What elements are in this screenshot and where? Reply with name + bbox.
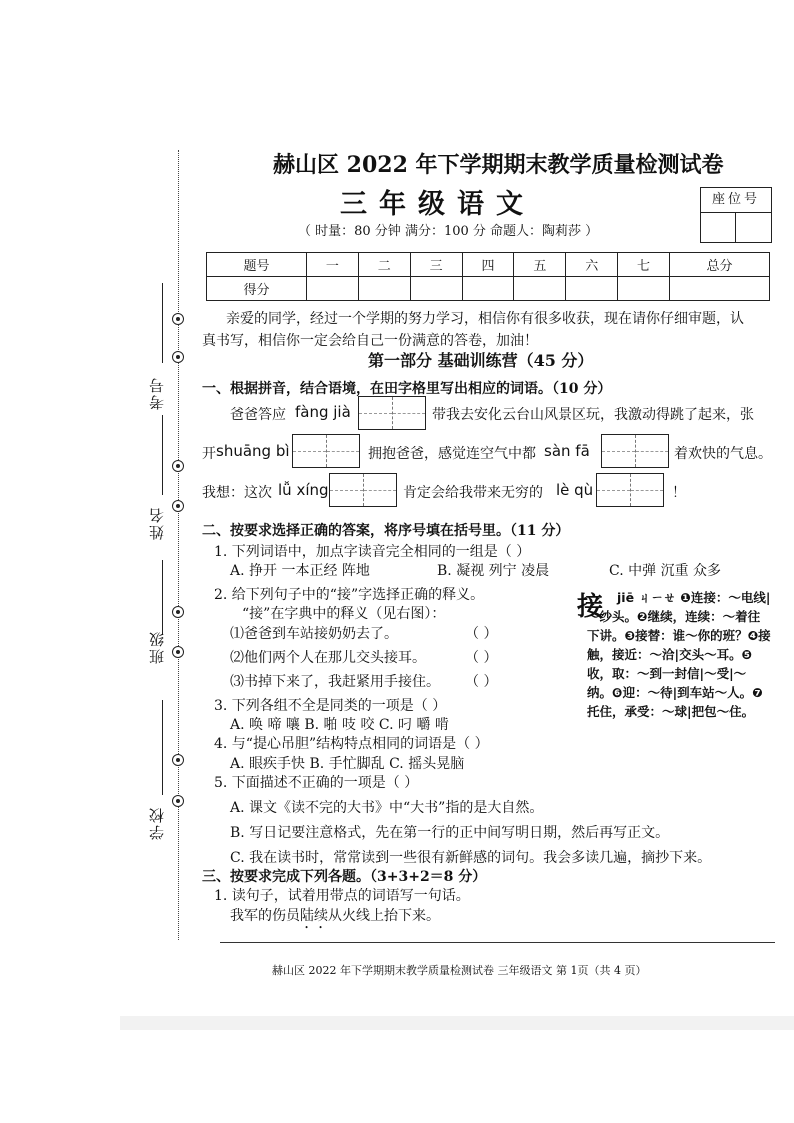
score-cell[interactable] (618, 277, 670, 301)
score-table-header: 五 (514, 253, 566, 277)
pinyin: sàn fā (544, 442, 590, 460)
answer-paren[interactable]: （ ） (465, 626, 498, 642)
q2-item-2-3: ⑶书掉下来了，我赶紧用手接住。 (230, 674, 440, 690)
name-label: 姓名 (148, 506, 166, 540)
exam-meta: （ 时量：80 分钟 满分：100 分 命题人：陶莉莎 ） (298, 224, 599, 239)
q3-title: 三、按要求完成下列各题。（3+3+2＝8 分） (202, 869, 487, 885)
q2-option-b: B. 凝视 列宁 凌晨 (437, 563, 550, 579)
score-row-label: 得分 (207, 277, 307, 301)
score-table-header: 二 (358, 253, 410, 277)
q3-sentence-part: 从火线上抬下来。 (328, 908, 440, 924)
binding-hole (172, 500, 184, 512)
q2-item-4-options: A. 眼疾手快 B. 手忙脚乱 C. 摇头晃脑 (230, 756, 465, 772)
pinyin: shuāng bì (216, 442, 290, 460)
score-table-header: 四 (462, 253, 514, 277)
score-table-header: 题号 (207, 253, 307, 277)
exam-no-label: 考号 (148, 376, 166, 410)
q1-text: 着欢快的气息。 (674, 446, 772, 462)
q3-sentence (230, 905, 440, 932)
dictionary-entry: jiē ㄐㄧㄝ ❶连接：～电线|～纱头。❷继续，连续：～着往下讲。❸接替：谁～你的班？❹接触，接近：～洽|交头～耳。❺收，取：～到一封信|～受|～纳。❻迎：～待|到车站～人。❼托住，承受：～球|把包～住。 (587, 590, 771, 719)
class-line (162, 560, 163, 635)
score-cell[interactable] (410, 277, 462, 301)
q1-text: 爸爸答应 (230, 407, 286, 423)
binding-hole (172, 460, 184, 472)
footer-divider (220, 942, 775, 943)
q1-text: 拥抱爸爸，感觉连空气中都 (368, 446, 536, 462)
q3-item-1: 1. 读句子，试着用带点的词语写一句话。 (214, 888, 470, 904)
dictionary-character: 接 (577, 592, 604, 622)
score-table-header: 六 (566, 253, 618, 277)
score-table-score-row (207, 277, 770, 301)
q1-text: ！ (672, 485, 686, 501)
answer-paren[interactable]: （ ） (465, 674, 498, 690)
dotted-word: 陆续 (300, 908, 328, 924)
q1-text: 开 (202, 446, 216, 462)
exam-title: 赫山区 2022 年下学期期末教学质量检测试卷 (273, 152, 724, 178)
seat-box-divider (735, 213, 736, 242)
score-cell[interactable] (462, 277, 514, 301)
part1-heading: 第一部分 基础训练营（45 分） (368, 351, 594, 370)
q2-item-2: 2. 给下列句子中的“接”字选择正确的释义。 (214, 587, 485, 603)
q3-sentence-part: 我军的伤员 (230, 908, 300, 924)
q1-text: 我想：这次 (202, 485, 272, 501)
q2-option-a: A. 挣开 一本正经 阵地 (230, 563, 370, 579)
school-label: 学校 (148, 806, 166, 840)
exam-subtitle: 三年级语文 (340, 189, 535, 220)
binding-hole (172, 606, 184, 618)
score-cell[interactable] (514, 277, 566, 301)
school-line (162, 700, 163, 795)
score-cell[interactable] (306, 277, 358, 301)
binding-hole (172, 351, 184, 363)
q2-item-1: 1. 下列词语中，加点字读音完全相同的一组是（ ） (214, 544, 531, 560)
q2-item-2-2: ⑵他们两个人在那儿交头接耳。 (230, 650, 426, 666)
binding-hole (172, 646, 184, 658)
class-label: 班级 (148, 630, 166, 664)
binding-hole (172, 313, 184, 325)
scan-edge (120, 1016, 794, 1030)
q2-item-2-sub: “接”在字典中的释义（见右图）： (242, 606, 446, 622)
pinyin: lè qù (556, 481, 594, 499)
q2-title: 二、按要求选择正确的答案，将序号填在括号里。（11 分） (202, 523, 570, 539)
pinyin: fàng jià (295, 403, 351, 421)
q1-title: 一、根据拼音，结合语境，在田字格里写出相应的词语。（10 分） (202, 381, 612, 397)
seat-number-box[interactable] (700, 187, 772, 243)
intro-line-1: 亲爱的同学，经过一个学期的努力学习，相信你有很多收获，现在请你仔细审题，认 (226, 311, 744, 327)
score-table-header: 总分 (669, 253, 769, 277)
intro-line-2: 真书写，相信你一定会给自己一份满意的答卷，加油！ (202, 333, 538, 349)
score-cell[interactable] (669, 277, 769, 301)
q2-option-c: C. 中弹 沉重 众多 (609, 563, 722, 579)
q1-text: 带我去安化云台山风景区玩，我激动得跳了起来，张 (432, 407, 754, 423)
tianzige-box[interactable] (596, 473, 664, 507)
name-line (162, 415, 163, 495)
tianzige-box[interactable] (601, 434, 669, 468)
score-table-header-row (207, 253, 770, 277)
q1-text: 肯定会给我带来无穷的 (403, 485, 543, 501)
page-footer: 赫山区 2022 年下学期期末教学质量检测试卷 三年级语文 第 1页（共 4 页） (272, 964, 647, 977)
q2-item-2-1: ⑴爸爸到车站接奶奶去了。 (230, 626, 398, 642)
q2-item-5-a: A. 课文《读不完的大书》中“大书”指的是大自然。 (230, 800, 544, 816)
q2-item-5-b: B. 写日记要注意格式，先在第一行的正中间写明日期，然后再写正文。 (230, 825, 670, 841)
answer-paren[interactable]: （ ） (465, 650, 498, 666)
tianzige-box[interactable] (358, 396, 426, 430)
score-table-header: 三 (410, 253, 462, 277)
tianzige-box[interactable] (292, 434, 360, 468)
q2-item-3: 3. 下列各组不全是同类的一项是（ ） (214, 698, 447, 714)
score-cell[interactable] (358, 277, 410, 301)
q2-item-5: 5. 下面描述不正确的一项是（ ） (214, 775, 419, 791)
score-table-header: 一 (306, 253, 358, 277)
tianzige-box[interactable] (329, 473, 397, 507)
q2-item-4: 4. 与“提心吊胆”结构特点相同的词语是（ ） (214, 736, 489, 752)
exam-no-line (162, 283, 163, 363)
score-cell[interactable] (566, 277, 618, 301)
binding-hole (172, 795, 184, 807)
seat-number-label: 座位号 (701, 188, 771, 213)
score-table (206, 252, 770, 301)
q2-item-5-c: C. 我在读书时，常常读到一些很有新鲜感的词句。我会多读几遍，摘抄下来。 (230, 850, 712, 866)
q2-item-3-options: A. 唤 啼 嚷 B. 啪 吱 咬 C. 叼 嚼 啃 (230, 717, 449, 733)
binding-dotted-line (178, 150, 179, 940)
score-table-header: 七 (618, 253, 670, 277)
pinyin: lǚ xíng (278, 481, 329, 499)
binding-hole (172, 754, 184, 766)
